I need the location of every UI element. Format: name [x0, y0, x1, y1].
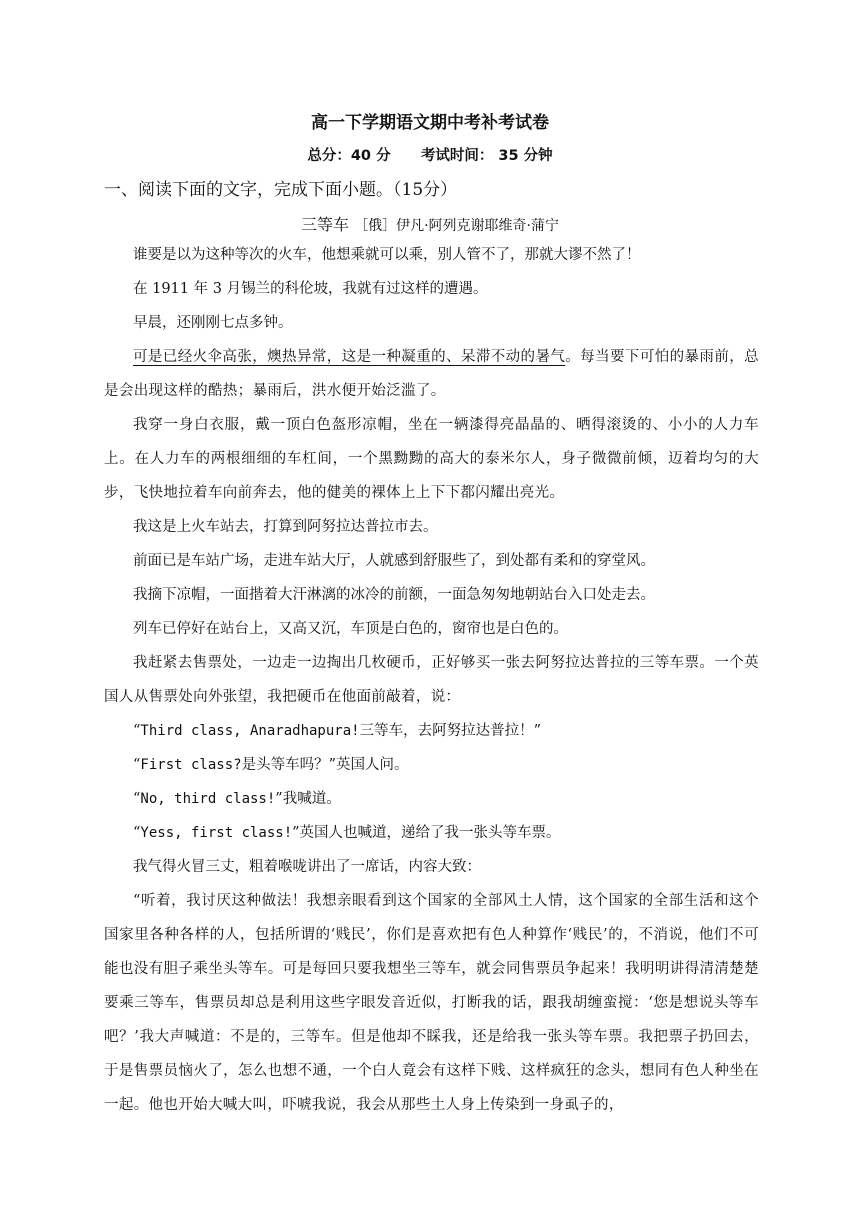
paragraph: 我摘下凉帽，一面揩着大汗淋漓的冰冷的前额，一面急匆匆地朝站台入口处走去。 — [133, 587, 655, 603]
paragraph: 我这是上火车站去，打算到阿努拉达普拉市去。 — [133, 519, 438, 535]
english-speech: Yess, first class! — [140, 825, 293, 841]
exam-meta: 总分：40 分 考试时间： 35 分钟 — [307, 148, 553, 164]
english-speech: First class? — [140, 757, 242, 773]
exam-title: 高一下学期语文期中考补考试卷 — [311, 113, 549, 133]
quote-mark: “ — [133, 825, 141, 841]
chinese-speech: ”我喊道。 — [275, 791, 341, 807]
article-body — [104, 238, 759, 1122]
dialogue-line — [104, 782, 759, 816]
paragraph: “听着，我讨厌这种做法！我想亲眼看到这个国家的全部风土人情，这个国家的全部生活和这个国家里各种各样的人，包括所谓的‘贱民’，你们是喜欢把有色人种算作‘贱民’的，不消说，他们不可能也没有胆子乘坐头等车。可是每回只要我想坐三等车，就会同售票员争起来！我明明讲得清清楚楚要乘三等车，售票员却总是利用这些字眼发音近似，打断我的话，跟我胡缠蛮搅：‘您是想说头等车吧？’我大声喊道：不是的，三等车。但是他却不睬我，还是给我一张头等车票。我把票子扔回去，于是售票员恼火了，怎么也想不通，一个白人竟会有这样下贱、这样疯狂的念头，想同有色人种坐在一起。他也开始大喊大叫，吓唬我说，我会从那些土人身上传染到一身虱子的， — [104, 893, 759, 1113]
paragraph: 早晨，还刚刚七点多钟。 — [133, 315, 293, 331]
quote-mark: “ — [133, 791, 141, 807]
article-title: 三等车 — [300, 215, 349, 234]
paragraph: 列车已停好在站台上，又高又沉，车顶是白色的，窗帘也是白色的。 — [133, 621, 568, 637]
article-header — [0, 212, 860, 235]
dialogue-line — [104, 748, 759, 782]
paragraph: 我赶紧去售票处，一边走一边掏出几枚硬币，正好够买一张去阿努拉达普拉的三等车票。一个英国人从售票处向外张望，我把硬币在他面前敲着，说： — [104, 655, 759, 705]
chinese-speech: 是头等车吗？”英国人问。 — [241, 757, 409, 773]
paragraph: 前面已是车站广场，走进车站大厅，人就感到舒服些了，到处都有柔和的穿堂风。 — [133, 553, 655, 569]
paragraph: 在 1911 年 3 月锡兰的科伦坡，我就有过这样的遭遇。 — [133, 281, 488, 297]
underlined-sentence: 可是已经火伞高张，燠热异常，这是一种凝重的、呆滞不动的暑气 — [133, 349, 566, 365]
article-author: ［俄］伊凡·阿列克谢耶维奇·蒲宁 — [354, 218, 559, 234]
dialogue-line — [104, 714, 759, 748]
english-speech: Third class, Anaradhapura! — [140, 723, 360, 739]
section-heading: 一、阅读下面的文字，完成下面小题。（15分） — [104, 180, 458, 200]
english-speech: No, third class! — [140, 791, 276, 807]
paragraph: 我穿一身白衣服，戴一顶白色盔形凉帽，坐在一辆漆得亮晶晶的、晒得滚烫的、小小的人力车上。在人力车的两根细细的车杠间，一个黑黝黝的高大的泰米尔人，身子微微前倾，迈着均匀的大步，飞快地拉着车向前奔去，他的健美的裸体上上下下都闪耀出亮光。 — [104, 417, 759, 501]
paragraph: 谁要是以为这种等次的火车，他想乘就可以乘，别人管不了，那就大谬不然了！ — [133, 247, 641, 263]
paragraph-text: 。每当要下可怕的暴雨前，总是会出现这样的酷热；暴雨后，洪水便开始泛滥了。 — [104, 349, 759, 399]
paragraph — [104, 340, 759, 408]
paragraph: 我气得火冒三丈，粗着喉咙讲出了一席话，内容大致： — [133, 859, 481, 875]
dialogue-line — [104, 816, 759, 850]
quote-mark: “ — [133, 723, 141, 739]
chinese-speech: 三等车，去阿努拉达普拉！” — [359, 723, 541, 739]
quote-mark: “ — [133, 757, 141, 773]
chinese-speech: ”英国人也喊道，递给了我一张头等车票。 — [292, 825, 561, 841]
